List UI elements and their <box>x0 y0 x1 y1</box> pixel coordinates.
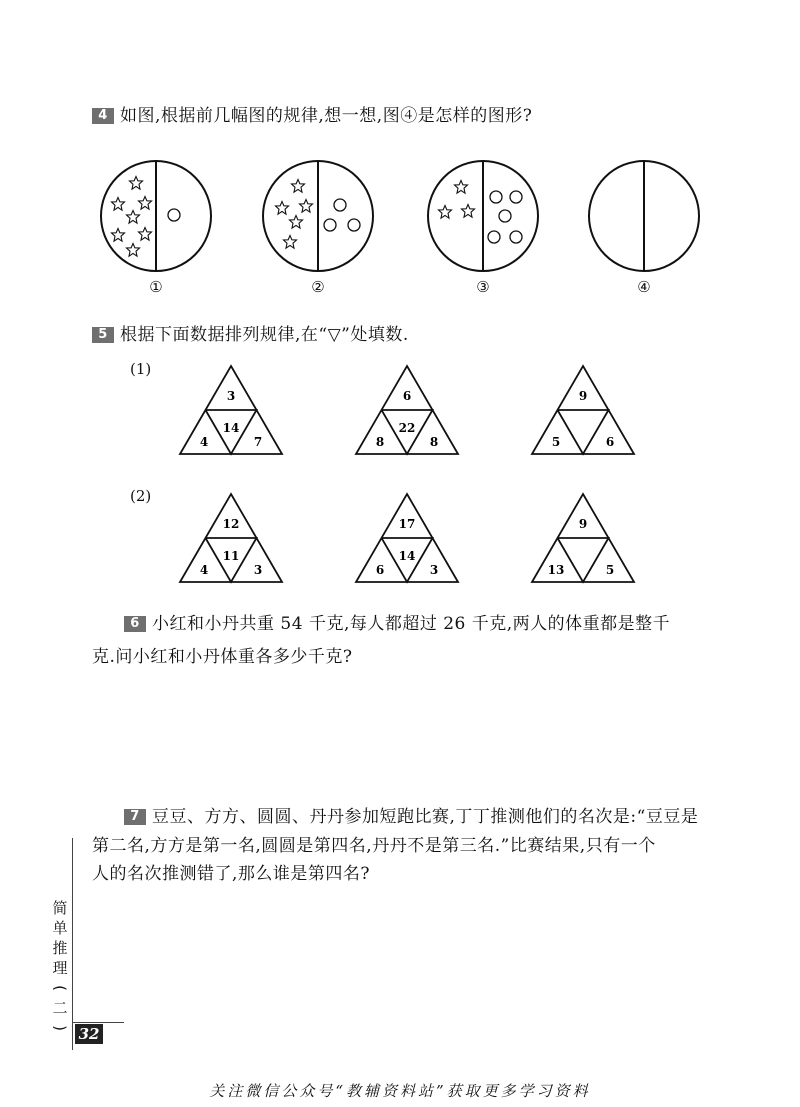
star-icon <box>127 244 140 257</box>
triangle-right-value: 6 <box>605 435 615 449</box>
figure-label-4: ④ <box>637 278 651 296</box>
question-text-line-3: 人的名次推测错了,那么谁是第四名? <box>92 864 371 884</box>
star-icon <box>112 198 125 211</box>
triangle-center-value: 22 <box>398 421 416 435</box>
star-icon <box>290 216 303 229</box>
circle-dot-icon <box>168 209 180 221</box>
star-icon <box>139 197 152 210</box>
chapter-title: 简 单 推 理 ( 二 ) <box>51 899 69 1031</box>
star-icon <box>276 202 289 215</box>
triangle-top-value: 3 <box>226 389 236 403</box>
question-text-line-2: 克.问小红和小丹体重各多少千克? <box>92 647 353 667</box>
question-5 <box>92 321 409 349</box>
triangle-left-value: 8 <box>375 435 385 449</box>
star-icon <box>292 180 305 193</box>
figure-label-1: ① <box>149 278 163 296</box>
triangle-center-value: 14 <box>398 549 416 563</box>
question-text-line-1: 小红和小丹共重 54 千克,每人都超过 26 千克,两人的体重都是整千 <box>152 614 671 634</box>
triangle-left-value: 4 <box>199 563 209 577</box>
figure-1 <box>101 161 211 271</box>
triangle-top-value: 9 <box>578 517 588 531</box>
triangle-top-value: 6 <box>402 389 412 403</box>
star-icon <box>139 228 152 241</box>
question-number-badge: 5 <box>92 327 114 343</box>
figure-2 <box>263 161 373 271</box>
question-6 <box>124 610 670 638</box>
circle-dot-icon <box>334 199 346 211</box>
circle-dot-icon <box>510 231 522 243</box>
triangle-top-value: 12 <box>222 517 240 531</box>
number-triangle <box>356 494 458 582</box>
number-triangle <box>180 366 282 454</box>
figure-label-2: ② <box>311 278 325 296</box>
question-text: 如图,根据前几幅图的规律,想一想,图④是怎样的图形? <box>120 106 533 126</box>
triangle-center-value: 11 <box>222 549 240 563</box>
triangle-row-1 <box>0 360 800 460</box>
star-icon <box>462 205 475 218</box>
triangle-top-value: 9 <box>578 389 588 403</box>
triangle-left-value: 4 <box>199 435 209 449</box>
triangle-left-value: 5 <box>551 435 561 449</box>
question-text-line-1: 豆豆、方方、圆圆、丹丹参加短跑比赛,丁丁推测他们的名次是:“豆豆是 <box>152 807 699 827</box>
page-number: 32 <box>75 1024 103 1044</box>
question-number-badge: 7 <box>124 809 146 825</box>
part-1-label: (1) <box>130 360 152 378</box>
triangle-right-value: 7 <box>253 435 263 449</box>
question-7 <box>124 803 698 831</box>
circle-dot-icon <box>490 191 502 203</box>
star-icon <box>112 229 125 242</box>
page-number-rule <box>72 1022 124 1023</box>
number-triangle <box>180 494 282 582</box>
figure-label-3: ③ <box>476 278 490 296</box>
star-icon <box>130 177 143 190</box>
number-triangle <box>356 366 458 454</box>
circle-dot-icon <box>499 210 511 222</box>
star-icon <box>284 236 297 249</box>
star-icon <box>127 211 140 224</box>
circle-figures <box>0 150 800 285</box>
triangle-right-value: 3 <box>429 563 439 577</box>
star-icon <box>455 181 468 194</box>
sidebar-rule <box>72 838 73 1050</box>
triangle-right-value: 8 <box>429 435 439 449</box>
star-icon <box>439 206 452 219</box>
triangle-top-value: 17 <box>398 517 416 531</box>
triangle-left-value: 13 <box>547 563 565 577</box>
footer-note: 关注微信公众号“教辅资料站”获取更多学习资料 <box>209 1082 591 1100</box>
circle-dot-icon <box>510 191 522 203</box>
circle-dot-icon <box>348 219 360 231</box>
number-triangle <box>532 366 634 454</box>
question-number-badge: 4 <box>92 108 114 124</box>
question-number-badge: 6 <box>124 616 146 632</box>
question-4 <box>92 102 532 130</box>
triangle-right-value: 3 <box>253 563 263 577</box>
circle-dot-icon <box>488 231 500 243</box>
question-text: 根据下面数据排列规律,在“▽”处填数. <box>120 325 409 345</box>
number-triangle <box>532 494 634 582</box>
circle-dot-icon <box>324 219 336 231</box>
figure-4 <box>589 161 699 271</box>
star-icon <box>300 200 313 213</box>
triangle-left-value: 6 <box>375 563 385 577</box>
question-text-line-2: 第二名,方方是第一名,圆圆是第四名,丹丹不是第三名.”比赛结果,只有一个 <box>92 836 656 856</box>
part-2-label: (2) <box>130 487 152 505</box>
figure-3 <box>428 161 538 271</box>
triangle-center-value: 14 <box>222 421 240 435</box>
triangle-row-2 <box>0 488 800 588</box>
triangle-right-value: 5 <box>605 563 615 577</box>
